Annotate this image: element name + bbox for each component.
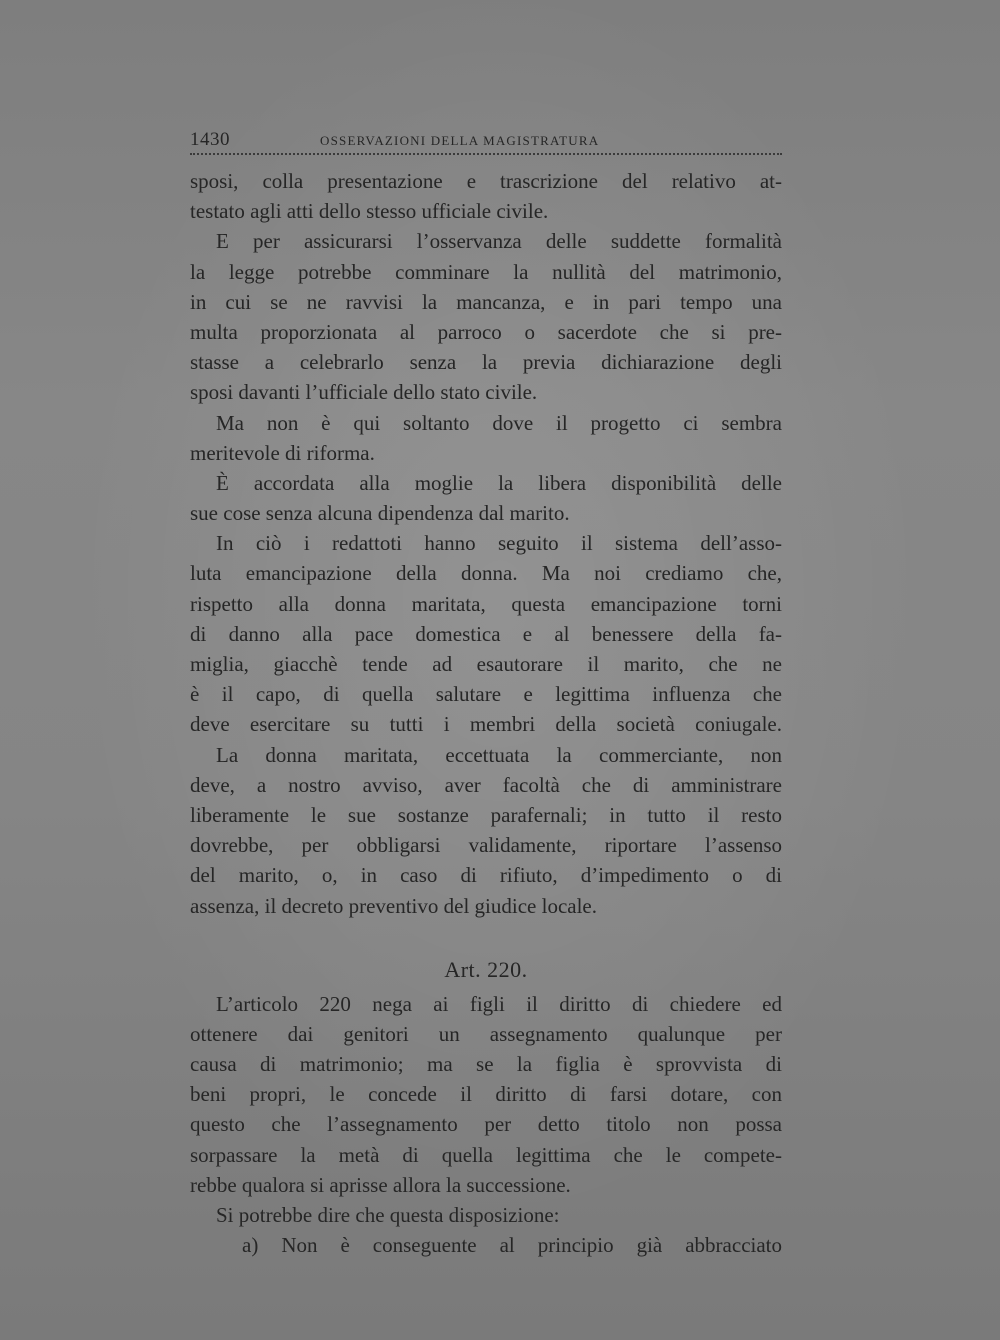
page-number: 1430 (190, 129, 230, 150)
article-heading: Art. 220. (444, 956, 528, 982)
text-line: Si potrebbe dire che questa disposizione: (216, 1203, 560, 1227)
text-line: questo che l’assegnamento per detto titolo non possa (190, 1112, 782, 1137)
header-dotted-rule (190, 153, 782, 155)
body-text (190, 166, 782, 1260)
text-line: deve, a nostro avviso, aver facoltà che di amministrare (190, 772, 782, 797)
text-line: la legge potrebbe comminare la nullità del matrimonio, (190, 259, 782, 284)
text-line: sorpassare la metà di quella legittima che le compete- (190, 1142, 782, 1167)
text-line: di danno alla pace domestica e al benessere della fa- (190, 621, 782, 646)
text-line: meritevole di riforma. (190, 440, 375, 465)
text-line: testato agli atti dello stesso ufficiale civile. (190, 199, 549, 224)
text-line: rispetto alla donna maritata, questa emancipazione torni (190, 591, 782, 616)
text-line: causa di matrimonio; ma se la figlia è sprovvista di (190, 1052, 782, 1077)
text-line: Ma non è qui soltanto dove il progetto ci sembra (216, 410, 782, 435)
text-line: È accordata alla moglie la libera disponibilità delle (216, 470, 782, 495)
text-line: assenza, il decreto preventivo del giudice locale. (190, 893, 597, 918)
text-line: è il capo, di quella salutare e legittima influenza che (190, 682, 782, 707)
text-line: miglia, giacchè tende ad esautorare il marito, che ne (190, 652, 782, 676)
text-line: In ciò i redattoti hanno seguito il sistema dell’asso- (216, 531, 782, 556)
text-line: beni propri, le concede il diritto di farsi dotare, con (190, 1082, 782, 1107)
text-line: a) Non è conseguente al principio già abbracciato (242, 1233, 782, 1258)
text-line: stasse a celebrarlo senza la previa dichiarazione degli (190, 350, 782, 375)
text-line: in cui se ne ravvisi la mancanza, e in pari tempo una (190, 289, 782, 314)
text-line: E per assicurarsi l’osservanza delle suddette formalità (216, 229, 782, 254)
text-line: La donna maritata, eccettuata la commerciante, non (216, 742, 782, 767)
text-line: multa proporzionata al parroco o sacerdote che si pre- (190, 319, 782, 344)
text-line: sue cose senza alcuna dipendenza dal marito. (190, 501, 570, 526)
text-line: dovrebbe, per obbligarsi validamente, riportare l’assenso (190, 833, 782, 858)
text-line: liberamente le sue sostanze parafernali; in tutto il resto (190, 802, 782, 827)
text-line: rebbe qualora si aprisse allora la successione. (190, 1172, 571, 1197)
page-header (190, 126, 782, 156)
running-title: OSSERVAZIONI DELLA MAGISTRATURA (320, 133, 600, 148)
text-line: luta emancipazione della donna. Ma noi crediamo che, (190, 561, 782, 586)
text-line: sposi, colla presentazione e trascrizione del relativo at- (190, 169, 782, 193)
text-line: sposi davanti l’ufficiale dello stato civile. (190, 380, 538, 405)
text-line: L’articolo 220 nega ai figli il diritto di chiedere ed (216, 991, 782, 1016)
text-line: del marito, o, in caso di rifiuto, d’impedimento o di (190, 863, 782, 888)
text-line: ottenere dai genitori un assegnamento qualunque per (190, 1021, 782, 1046)
text-line: deve esercitare su tutti i membri della società coniugale. (190, 712, 782, 737)
